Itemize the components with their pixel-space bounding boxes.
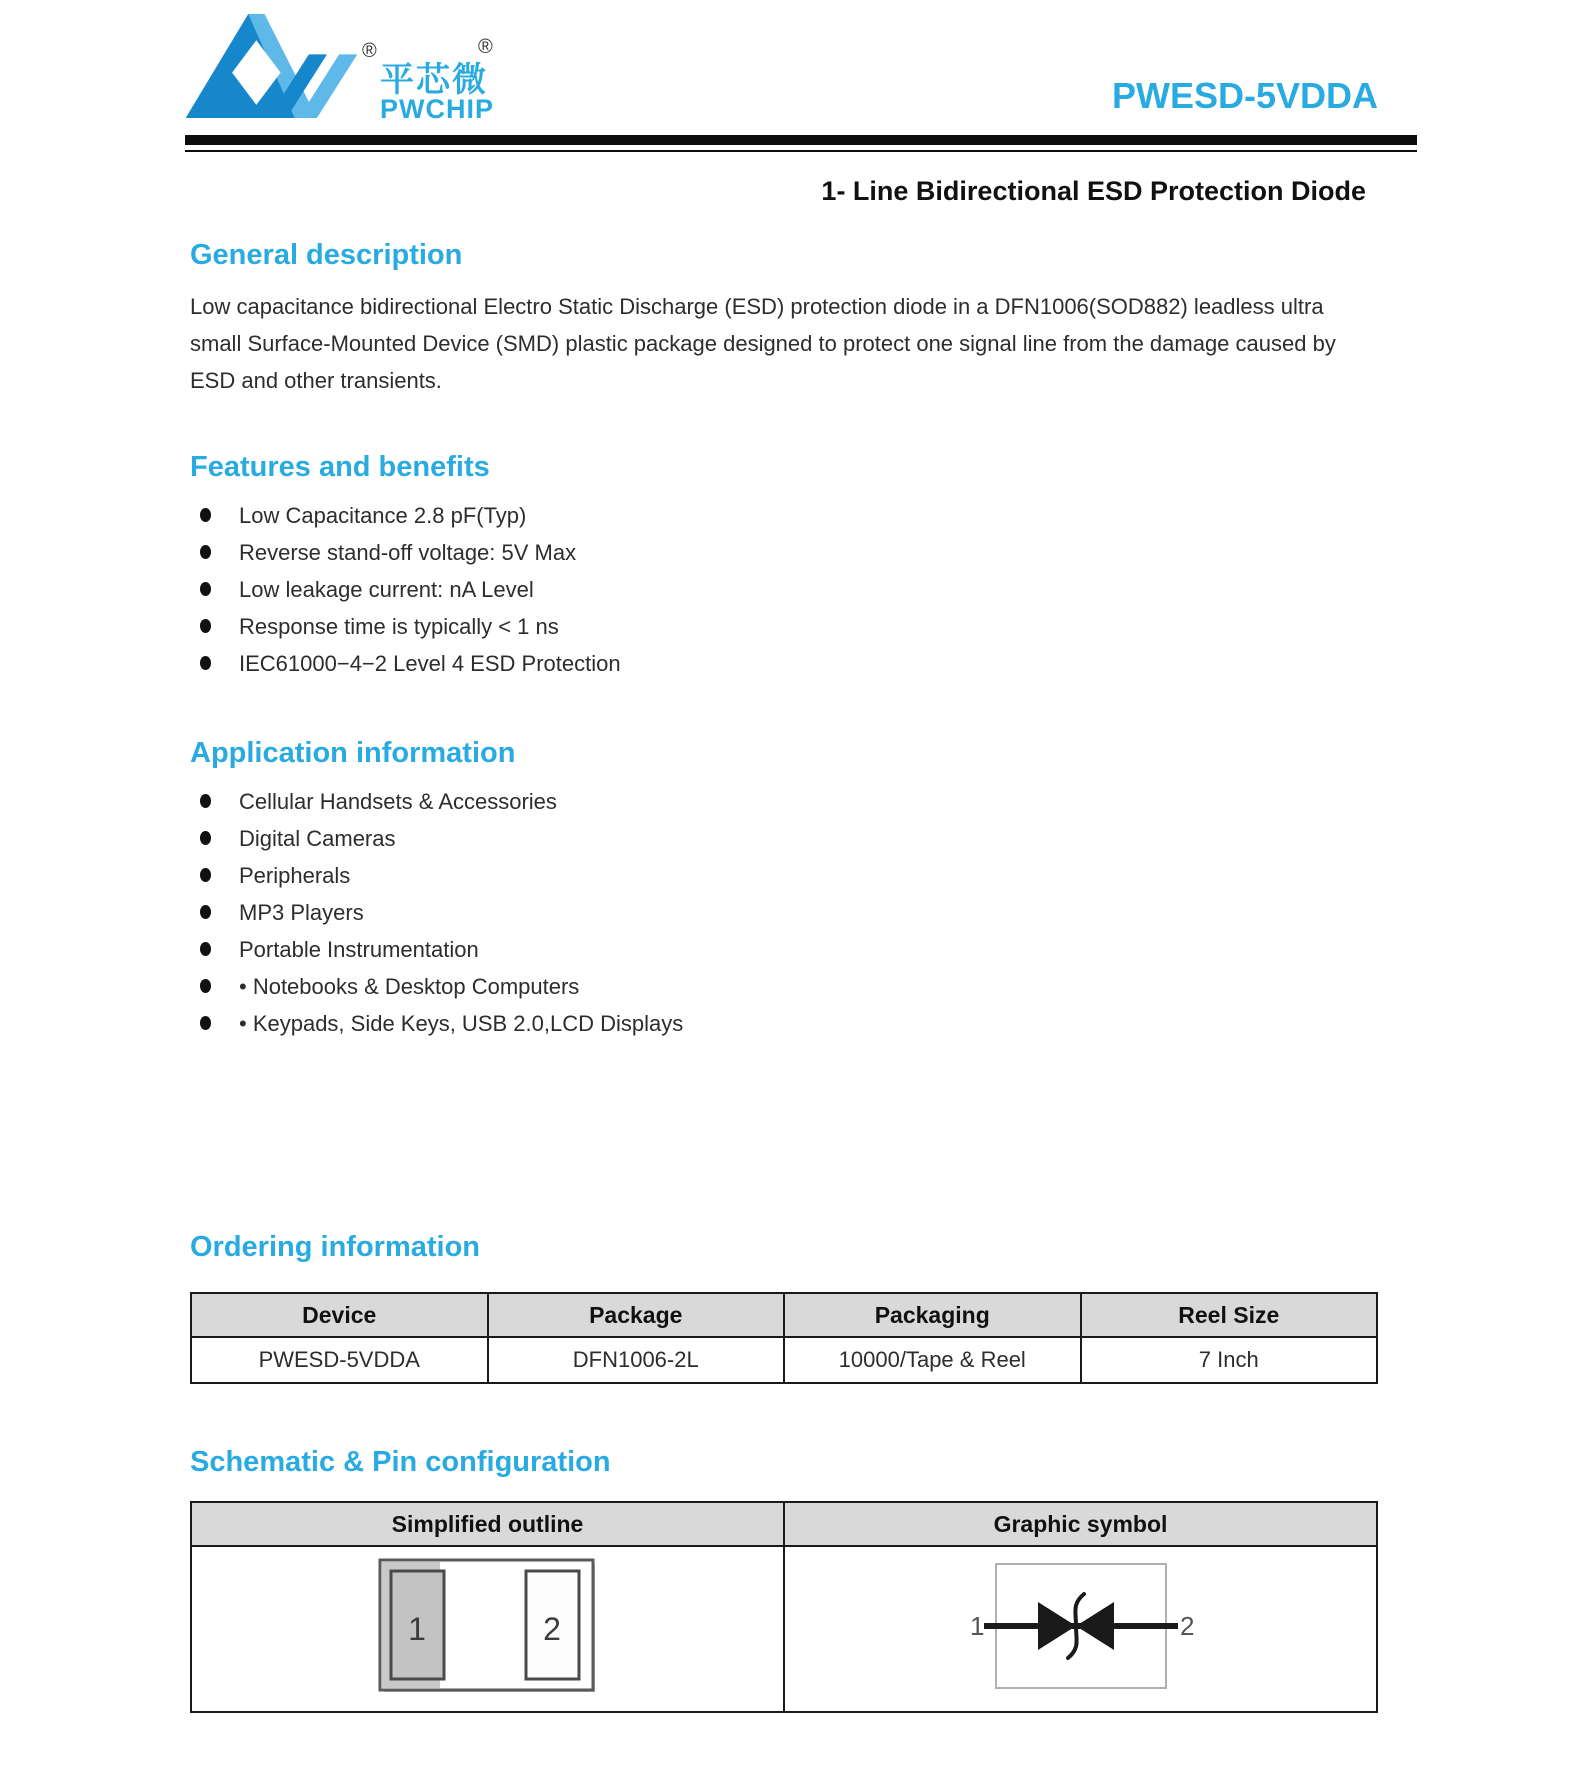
list-item: • Notebooks & Desktop Computers bbox=[190, 971, 1378, 1008]
column-header-device: Device bbox=[191, 1293, 488, 1337]
table-row bbox=[191, 1546, 1377, 1712]
bullet-icon bbox=[200, 905, 211, 919]
list-item: MP3 Players bbox=[190, 897, 1378, 934]
features-list bbox=[190, 500, 1378, 685]
page-header bbox=[0, 0, 1587, 135]
bullet-icon bbox=[200, 831, 211, 845]
cell-package: DFN1006-2L bbox=[488, 1337, 785, 1383]
bullet-icon bbox=[200, 979, 211, 993]
part-number: PWESD-5VDDA bbox=[1111, 75, 1378, 116]
table-row bbox=[191, 1337, 1377, 1383]
list-item: Response time is typically < 1 ns bbox=[190, 611, 1378, 648]
column-header-simplified-outline: Simplified outline bbox=[191, 1502, 784, 1546]
list-item: • Keypads, Side Keys, USB 2.0,LCD Displays bbox=[190, 1008, 1378, 1045]
bidirectional-diode-symbol-icon bbox=[966, 1556, 1196, 1696]
bullet-icon bbox=[200, 656, 211, 670]
section-heading-applications: Application information bbox=[190, 737, 516, 769]
ordering-table bbox=[190, 1292, 1378, 1384]
registered-mark-icon: ® bbox=[362, 40, 377, 62]
simplified-outline-cell bbox=[191, 1546, 784, 1712]
ordering-table-header-row bbox=[191, 1293, 1377, 1337]
column-header-reel-size: Reel Size bbox=[1081, 1293, 1378, 1337]
header-divider bbox=[185, 135, 1417, 152]
document-title: 1- Line Bidirectional ESD Protection Diode bbox=[821, 176, 1366, 206]
bullet-icon bbox=[200, 794, 211, 808]
section-heading-ordering: Ordering information bbox=[190, 1231, 480, 1263]
column-header-package: Package bbox=[488, 1293, 785, 1337]
list-item: Low leakage current: nA Level bbox=[190, 574, 1378, 611]
list-item: Digital Cameras bbox=[190, 823, 1378, 860]
list-item: Cellular Handsets & Accessories bbox=[190, 786, 1378, 823]
registered-mark-icon: ® bbox=[478, 36, 493, 58]
section-heading-features: Features and benefits bbox=[190, 451, 490, 483]
general-description-text: Low capacitance bidirectional Electro Static Discharge (ESD) protection diode in a DFN1006(SOD882) leadless ultra small Surface-Mounted Device (SMD) plastic package designed to protect one signal line from the damage caused by ESD and other transients. bbox=[190, 294, 1336, 393]
schematic-table-header-row bbox=[191, 1502, 1377, 1546]
bullet-icon bbox=[200, 1016, 211, 1030]
cell-device: PWESD-5VDDA bbox=[191, 1337, 488, 1383]
cell-packaging: 10000/Tape & Reel bbox=[784, 1337, 1081, 1383]
bullet-icon bbox=[200, 582, 211, 596]
list-item: Portable Instrumentation bbox=[190, 934, 1378, 971]
pin-2-label: 2 bbox=[1179, 1611, 1194, 1641]
list-item: Peripherals bbox=[190, 860, 1378, 897]
graphic-symbol-cell bbox=[784, 1546, 1377, 1712]
bullet-icon bbox=[200, 619, 211, 633]
brand-name-chinese: 平芯微 bbox=[380, 61, 488, 99]
list-item: Low Capacitance 2.8 pF(Typ) bbox=[190, 500, 1378, 537]
bullet-icon bbox=[200, 868, 211, 882]
applications-list bbox=[190, 786, 1378, 1045]
cell-reel-size: 7 Inch bbox=[1081, 1337, 1378, 1383]
pin-2-label: 2 bbox=[543, 1611, 561, 1647]
column-header-packaging: Packaging bbox=[784, 1293, 1081, 1337]
bullet-icon bbox=[200, 545, 211, 559]
document-body bbox=[190, 239, 1378, 1713]
section-heading-schematic: Schematic & Pin configuration bbox=[190, 1446, 611, 1478]
pin-1-label: 1 bbox=[408, 1611, 426, 1647]
schematic-table bbox=[190, 1501, 1378, 1713]
bullet-icon bbox=[200, 508, 211, 522]
package-outline-drawing-icon bbox=[378, 1558, 597, 1694]
bullet-icon bbox=[200, 942, 211, 956]
list-item: Reverse stand-off voltage: 5V Max bbox=[190, 537, 1378, 574]
pwchip-logo-icon bbox=[185, 14, 365, 118]
section-heading-general-description: General description bbox=[190, 239, 463, 271]
column-header-graphic-symbol: Graphic symbol bbox=[784, 1502, 1377, 1546]
list-item: IEC61000−4−2 Level 4 ESD Protection bbox=[190, 648, 1378, 685]
pin-1-label: 1 bbox=[969, 1611, 984, 1641]
brand-name-english: PWCHIP bbox=[380, 94, 494, 124]
